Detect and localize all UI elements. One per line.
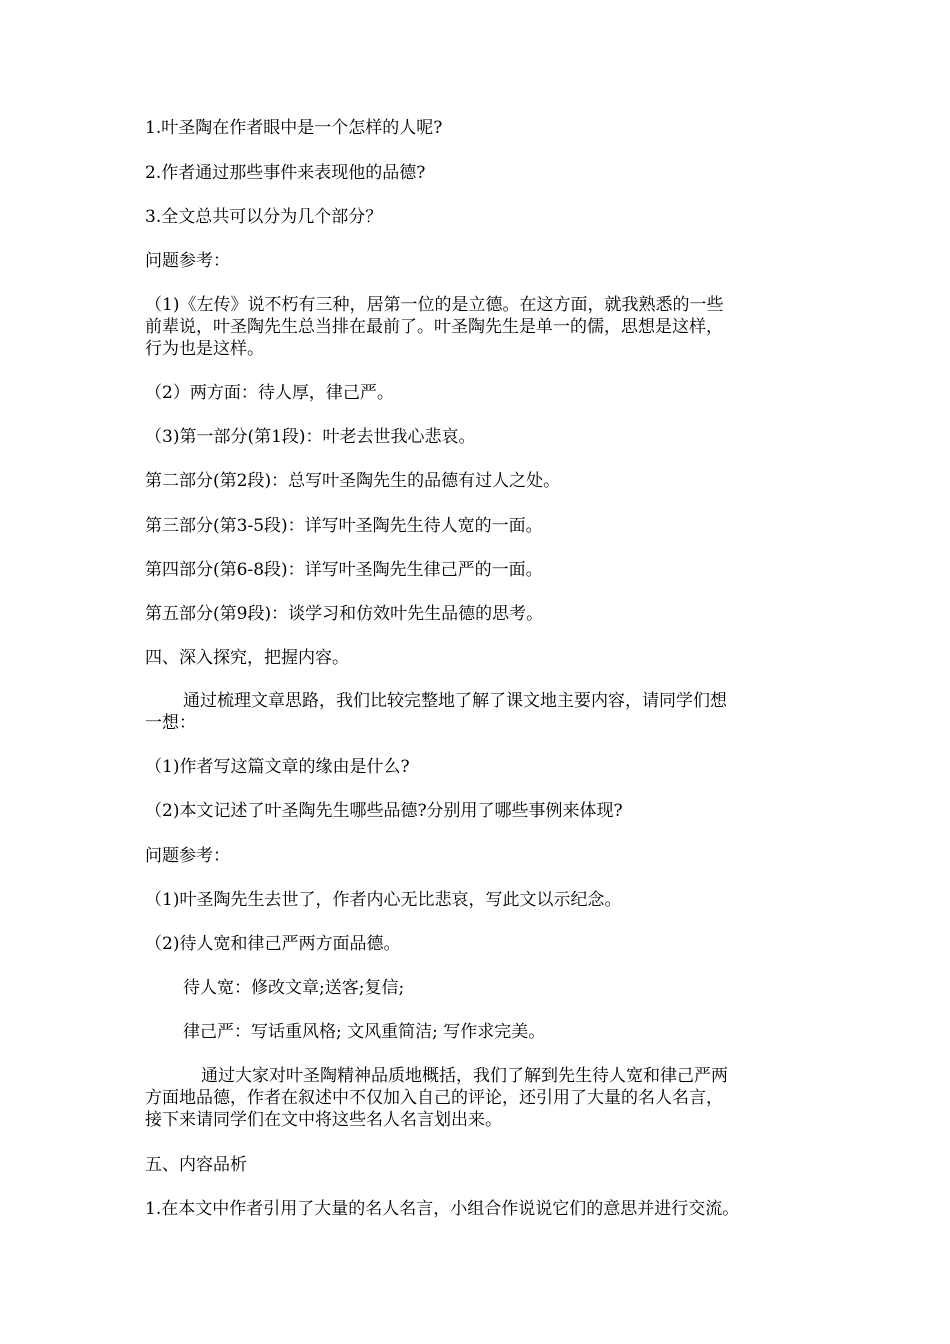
sub-question-1: （1)作者写这篇文章的缘由是什么? — [145, 757, 410, 777]
sub-answer-1: （1)叶圣陶先生去世了，作者内心无比悲哀，写此文以示纪念。 — [145, 890, 622, 910]
answer-3: （3)第一部分(第1段)：叶老去世我心悲哀。 — [145, 427, 476, 447]
intro-line-2: 一想： — [145, 713, 196, 733]
task-1: 1.在本文中作者引用了大量的名人名言，小组合作说说它们的意思并进行交流。 — [145, 1199, 740, 1219]
reference-label-1: 问题参考： — [145, 251, 230, 271]
reference-label-2: 问题参考： — [145, 846, 230, 866]
summary-line-3: 接下来请同学们在文中将这些名人名言划出来。 — [145, 1110, 502, 1130]
section-5-heading: 五、内容品析 — [145, 1155, 247, 1175]
part-2: 第二部分(第2段)：总写叶圣陶先生的品德有过人之处。 — [145, 471, 561, 491]
part-3: 第三部分(第3-5段)：详写叶圣陶先生待人宽的一面。 — [145, 516, 543, 536]
answer-1-line-2: 前辈说，叶圣陶先生总当排在最前了。叶圣陶先生是单一的儒，思想是这样， — [145, 317, 723, 337]
answer-1 — [145, 294, 810, 360]
summary-line-1: 通过大家对叶圣陶精神品质地概括，我们了解到先生待人宽和律己严两 — [201, 1066, 728, 1086]
sub-answer-2: （2)待人宽和律己严两方面品德。 — [145, 934, 401, 954]
kind-examples: 待人宽：修改文章;送客;复信; — [183, 978, 405, 998]
question-2: 2.作者通过那些事件来表现他的品德? — [145, 163, 426, 183]
question-1: 1.叶圣陶在作者眼中是一个怎样的人呢? — [145, 118, 443, 138]
answer-2: （2）两方面：待人厚，律己严。 — [145, 383, 394, 403]
strict-examples: 律己严：写话重风格; 文风重简洁; 写作求完美。 — [183, 1022, 546, 1042]
sub-question-2: （2)本文记述了叶圣陶先生哪些品德?分别用了哪些事例来体现? — [145, 801, 623, 821]
summary-paragraph — [145, 1065, 810, 1131]
answer-1-line-3: 行为也是这样。 — [145, 339, 264, 359]
section-4-intro — [145, 690, 810, 734]
answer-1-line-1: （1)《左传》说不朽有三种，居第一位的是立德。在这方面，就我熟悉的一些 — [145, 295, 724, 315]
intro-line-1: 通过梳理文章思路，我们比较完整地了解了课文地主要内容，请同学们想 — [183, 691, 727, 711]
summary-line-2: 方面地品德，作者在叙述中不仅加入自己的评论，还引用了大量的名人名言， — [145, 1088, 723, 1108]
question-3: 3.全文总共可以分为几个部分？ — [145, 207, 383, 227]
part-5: 第五部分(第9段)：谈学习和仿效叶先生品德的思考。 — [145, 604, 544, 624]
section-4-heading: 四、深入探究，把握内容。 — [145, 648, 349, 668]
part-4: 第四部分(第6-8段)：详写叶圣陶先生律己严的一面。 — [145, 560, 543, 580]
